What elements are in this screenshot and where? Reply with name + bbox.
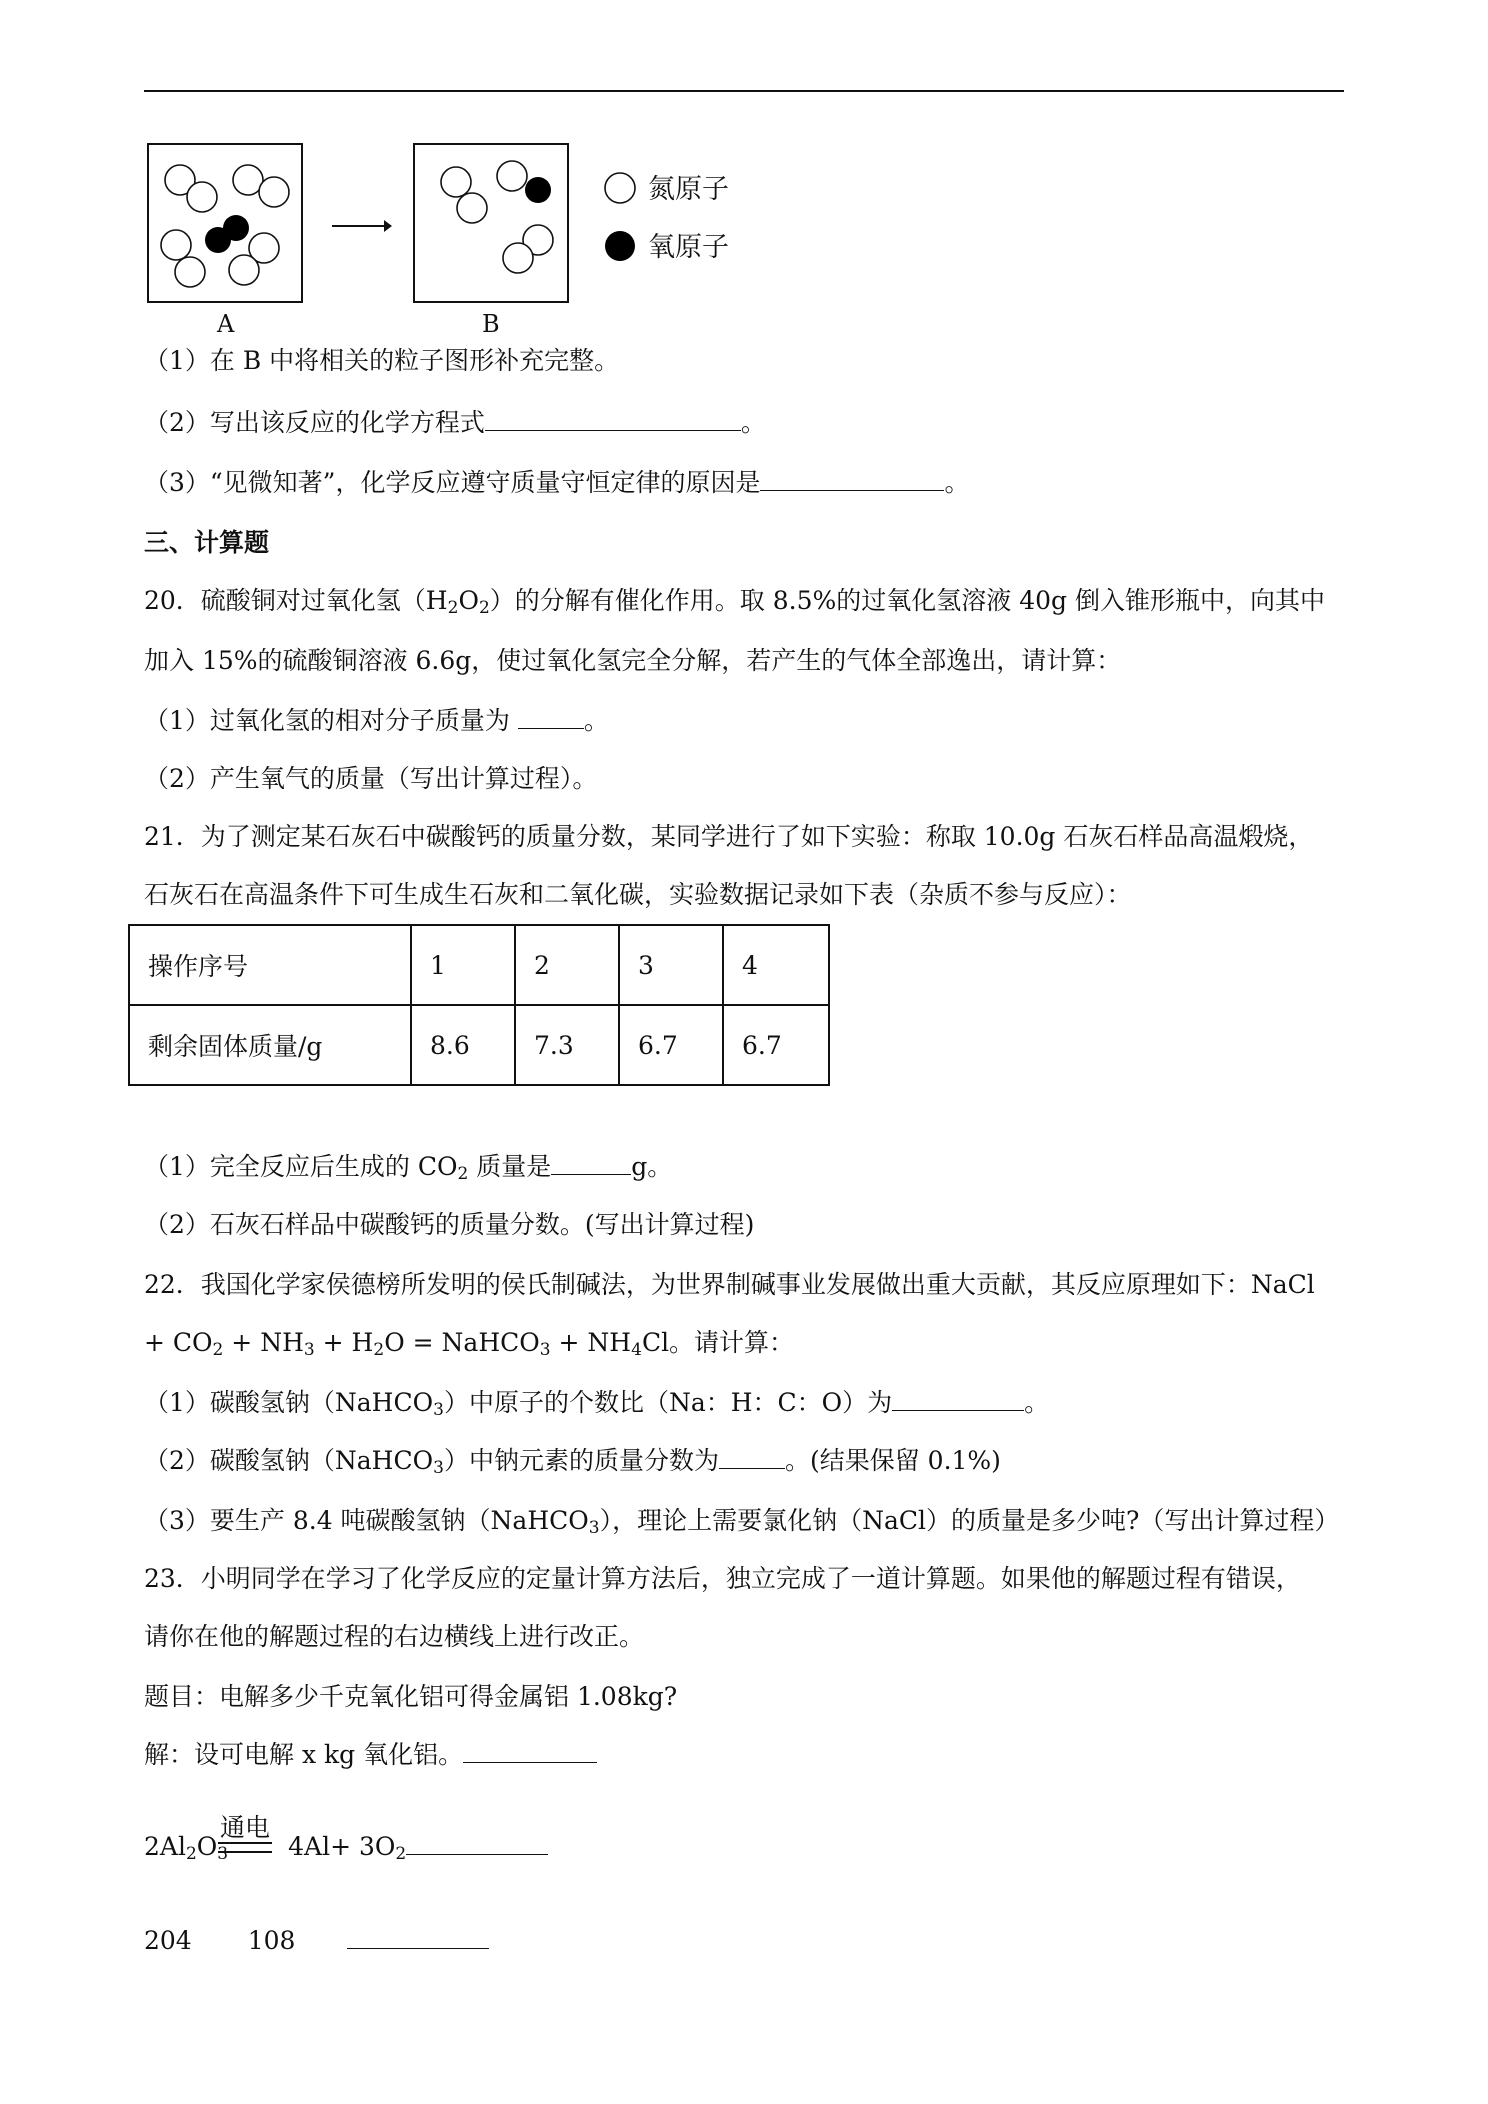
q22-line2: + $CO_2 + NH_3 + H_2O$ = NaHCO$_3$ + $NH_4Cl$。请计算： <box>144 1328 795 1360</box>
q23-line1: 23．小明同学在学习了化学反应的定量计算方法后，独立完成了一道计算题。如果他的解题过程有错误， <box>144 1564 1301 1593</box>
legend-nitrogen-label: 氮原子 <box>648 174 729 205</box>
nitrogen-atom-a6 <box>175 257 205 287</box>
legend-oxygen-icon <box>605 231 635 261</box>
q21-part1: （1）完全反应后生成的 $CO_2$ 质量是 g。 <box>144 1152 673 1184</box>
legend-oxygen-label: 氧原子 <box>648 232 729 263</box>
answer-blank[interactable] <box>406 1830 548 1855</box>
table-cell: 7.3 <box>515 1005 619 1085</box>
nitrogen-atom-b3 <box>497 161 527 191</box>
nitrogen-atom-a4 <box>259 177 289 207</box>
answer-blank[interactable] <box>518 704 584 729</box>
nitrogen-atom-a2 <box>187 182 217 212</box>
q22-part3: （3）要生产 8.4 吨碳酸氢钠（NaHCO$_3$），理论上需要氯化钠（NaCl）的质量是多少吨?（写出计算过程） <box>144 1506 1340 1538</box>
q20-part2: （2）产生氧气的质量（写出计算过程）。 <box>144 764 598 793</box>
table-cell: 3 <box>619 925 723 1005</box>
q21-line1: 21．为了测定某石灰石中碳酸钙的质量分数，某同学进行了如下实验：称取 10.0g 石灰石样品高温煅烧， <box>144 822 1314 851</box>
answer-blank[interactable] <box>760 466 944 491</box>
q19-part1: （1）在 B 中将相关的粒子图形补充完整。 <box>144 346 620 375</box>
q23-line2: 请你在他的解题过程的右边横线上进行改正。 <box>144 1622 645 1651</box>
electrolysis-condition: 通电 <box>220 1813 271 1842</box>
q21-line2: 石灰石在高温条件下可生成生石灰和二氧化碳，实验数据记录如下表（杂质不参与反应）： <box>144 880 1132 909</box>
q19-part2: （2）写出该反应的化学方程式 。 <box>144 408 766 437</box>
nitrogen-atom-b1 <box>441 167 471 197</box>
table-cell: 操作序号 <box>129 925 411 1005</box>
q19-part3: （3）“见微知著”，化学反应遵守质量守恒定律的原因是 。 <box>144 468 970 497</box>
answer-blank[interactable] <box>551 1150 631 1175</box>
answer-blank[interactable] <box>892 1386 1024 1411</box>
table-cell: 2 <box>515 925 619 1005</box>
box-a-label: A <box>217 310 235 338</box>
answer-blank[interactable] <box>347 1924 489 1949</box>
box-b-label: B <box>482 310 500 338</box>
q20-line2: 加入 15%的硫酸铜溶液 6.6g，使过氧化氢完全分解，若产生的气体全部逸出，请计算： <box>144 646 1122 675</box>
q20-part1: （1）过氧化氢的相对分子质量为 。 <box>144 706 609 735</box>
q20-line1: 20．硫酸铜对过氧化氢$(H_2O_2)$的分解有催化作用。取 8.5%的过氧化氢溶液 40g 倒入锥形瓶中，向其中 <box>144 586 1325 618</box>
q23-solution-line: 解：设可电解 x kg 氧化铝。 <box>144 1738 597 1772</box>
header-rule <box>144 90 1344 92</box>
q22-line1: 22．我国化学家侯德榜所发明的侯氏制碱法，为世界制碱事业发展做出重大贡献，其反应原理如下：NaCl <box>144 1270 1315 1299</box>
box-a <box>148 144 302 302</box>
reaction-arrow <box>332 220 392 232</box>
legend <box>605 173 729 263</box>
table-cell: 1 <box>411 925 515 1005</box>
table-cell: 剩余固体质量/g <box>129 1005 411 1085</box>
q23-topic: 题目：电解多少千克氧化铝可得金属铝 1.08kg? <box>144 1682 678 1711</box>
table-cell: 6.7 <box>723 1005 829 1085</box>
table-row <box>129 925 829 1005</box>
table-row <box>129 1005 829 1085</box>
oxygen-atom-a2 <box>205 227 231 253</box>
oxygen-atom-b1 <box>525 177 551 203</box>
legend-nitrogen-icon <box>605 173 635 203</box>
nitrogen-atom-b2 <box>457 193 487 223</box>
particle-diagram <box>140 140 760 340</box>
q22-part1: （1）碳酸氢钠（NaHCO$_3$）中原子的个数比（Na：H：C：O）为 。 <box>144 1388 1050 1420</box>
table-cell: 8.6 <box>411 1005 515 1085</box>
table-cell: 4 <box>723 925 829 1005</box>
answer-blank[interactable] <box>719 1444 785 1469</box>
nitrogen-atom-a8 <box>229 255 259 285</box>
answer-blank[interactable] <box>463 1738 597 1763</box>
section-heading: 三、计算题 <box>144 528 270 557</box>
q21-part2: （2）石灰石样品中碳酸钙的质量分数。(写出计算过程) <box>144 1210 755 1239</box>
nitrogen-atom-a5 <box>161 230 191 260</box>
q22-part2: （2）碳酸氢钠（NaHCO$_3$）中钠元素的质量分数为 。(结果保留 0.1%) <box>144 1446 1001 1478</box>
experiment-table <box>128 924 830 1086</box>
box-b <box>414 144 568 302</box>
nitrogen-atom-b5 <box>503 243 533 273</box>
table-cell: 6.7 <box>619 1005 723 1085</box>
answer-blank[interactable] <box>485 406 741 431</box>
q23-equation: $2Al_2O_3$ $4Al+ 3O_2$ <box>144 1830 548 1864</box>
q23-mass-line: 204 108 <box>144 1924 489 1958</box>
